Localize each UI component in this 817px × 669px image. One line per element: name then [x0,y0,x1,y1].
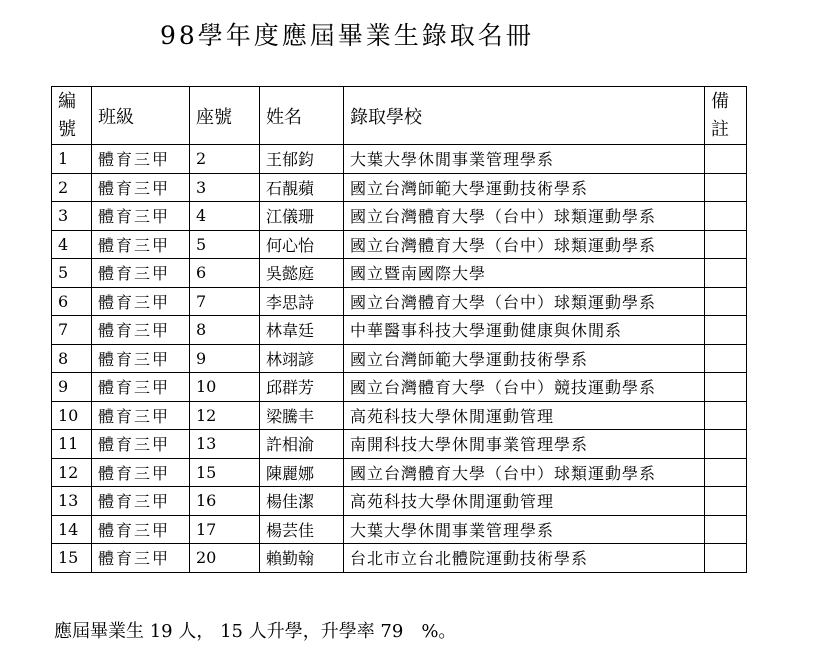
cell-school: 國立台灣體育大學（台中）球類運動學系 [344,202,705,231]
cell-class: 體育三甲 [92,373,190,402]
table-row [52,316,747,345]
admission-roster-table [51,86,747,573]
cell-name: 許相渝 [260,430,344,459]
table-row [52,487,747,516]
cell-seat: 9 [190,344,260,373]
table-row [52,515,747,544]
cell-school: 南開科技大學休閒事業管理學系 [344,430,705,459]
cell-name: 何心怡 [260,230,344,259]
cell-number: 5 [52,259,92,288]
cell-class: 體育三甲 [92,430,190,459]
cell-name: 吳懿庭 [260,259,344,288]
cell-name: 楊佳潔 [260,487,344,516]
cell-seat: 7 [190,287,260,316]
header-number [52,87,92,145]
cell-name: 林韋廷 [260,316,344,345]
table-row [52,230,747,259]
table-row [52,373,747,402]
cell-name: 梁騰丰 [260,401,344,430]
header-seat: 座號 [190,87,260,145]
cell-class: 體育三甲 [92,287,190,316]
cell-number: 8 [52,344,92,373]
cell-note [705,316,747,345]
cell-number: 11 [52,430,92,459]
cell-seat: 20 [190,544,260,573]
cell-seat: 13 [190,430,260,459]
header-class: 班級 [92,87,190,145]
cell-name: 石靚蘋 [260,173,344,202]
cell-note [705,173,747,202]
cell-class: 體育三甲 [92,487,190,516]
table-row [52,401,747,430]
admission-summary: 應屆畢業生 19 人， 15 人升學，升學率 79 %。 [54,621,457,642]
cell-note [705,401,747,430]
cell-number: 10 [52,401,92,430]
cell-school: 國立台灣師範大學運動技術學系 [344,344,705,373]
cell-school: 國立台灣體育大學（台中）競技運動學系 [344,373,705,402]
cell-school: 台北市立台北體院運動技術學系 [344,544,705,573]
cell-note [705,287,747,316]
cell-school: 大葉大學休閒事業管理學系 [344,145,705,174]
cell-number: 9 [52,373,92,402]
cell-note [705,230,747,259]
cell-note [705,458,747,487]
cell-school: 國立台灣師範大學運動技術學系 [344,173,705,202]
header-note [705,87,747,145]
cell-seat: 5 [190,230,260,259]
cell-class: 體育三甲 [92,458,190,487]
table-row [52,173,747,202]
cell-number: 7 [52,316,92,345]
cell-note [705,373,747,402]
cell-class: 體育三甲 [92,316,190,345]
cell-school: 中華醫事科技大學運動健康與休閒系 [344,316,705,345]
cell-name: 邱群芳 [260,373,344,402]
cell-note [705,344,747,373]
table-row [52,430,747,459]
cell-name: 林翊諺 [260,344,344,373]
cell-name: 江儀珊 [260,202,344,231]
cell-seat: 15 [190,458,260,487]
cell-class: 體育三甲 [92,259,190,288]
cell-name: 賴勤翰 [260,544,344,573]
cell-note [705,430,747,459]
cell-number: 14 [52,515,92,544]
cell-class: 體育三甲 [92,515,190,544]
cell-seat: 6 [190,259,260,288]
cell-note [705,544,747,573]
document-title: 98學年度應屆畢業生錄取名冊 [160,21,534,50]
cell-class: 體育三甲 [92,544,190,573]
cell-seat: 16 [190,487,260,516]
cell-school: 國立暨南國際大學 [344,259,705,288]
cell-seat: 17 [190,515,260,544]
cell-class: 體育三甲 [92,344,190,373]
cell-name: 王郁鈞 [260,145,344,174]
header-school: 錄取學校 [344,87,705,145]
cell-number: 3 [52,202,92,231]
cell-school: 國立台灣體育大學（台中）球類運動學系 [344,230,705,259]
table-row [52,458,747,487]
cell-seat: 3 [190,173,260,202]
cell-note [705,487,747,516]
cell-number: 12 [52,458,92,487]
header-number-top: 編 [58,90,76,112]
table-row [52,259,747,288]
cell-note [705,515,747,544]
header-number-bottom: 號 [58,118,76,140]
table-row [52,202,747,231]
cell-class: 體育三甲 [92,173,190,202]
cell-seat: 8 [190,316,260,345]
cell-name: 李思詩 [260,287,344,316]
cell-school: 高苑科技大學休閒運動管理 [344,487,705,516]
cell-note [705,145,747,174]
cell-school: 大葉大學休閒事業管理學系 [344,515,705,544]
cell-number: 1 [52,145,92,174]
cell-seat: 4 [190,202,260,231]
table-header-row [52,87,747,145]
cell-number: 2 [52,173,92,202]
cell-note [705,259,747,288]
cell-seat: 2 [190,145,260,174]
cell-class: 體育三甲 [92,230,190,259]
cell-name: 楊芸佳 [260,515,344,544]
header-name: 姓名 [260,87,344,145]
cell-class: 體育三甲 [92,145,190,174]
cell-seat: 12 [190,401,260,430]
cell-number: 15 [52,544,92,573]
cell-number: 6 [52,287,92,316]
cell-name: 陳麗娜 [260,458,344,487]
header-note-top: 備 [711,90,729,112]
cell-school: 國立台灣體育大學（台中）球類運動學系 [344,458,705,487]
table-row [52,344,747,373]
cell-number: 13 [52,487,92,516]
cell-seat: 10 [190,373,260,402]
table-row [52,145,747,174]
cell-school: 高苑科技大學休閒運動管理 [344,401,705,430]
cell-school: 國立台灣體育大學（台中）球類運動學系 [344,287,705,316]
header-note-bottom: 註 [711,118,729,140]
cell-class: 體育三甲 [92,202,190,231]
cell-class: 體育三甲 [92,401,190,430]
cell-note [705,202,747,231]
table-row [52,287,747,316]
table-row [52,544,747,573]
cell-number: 4 [52,230,92,259]
